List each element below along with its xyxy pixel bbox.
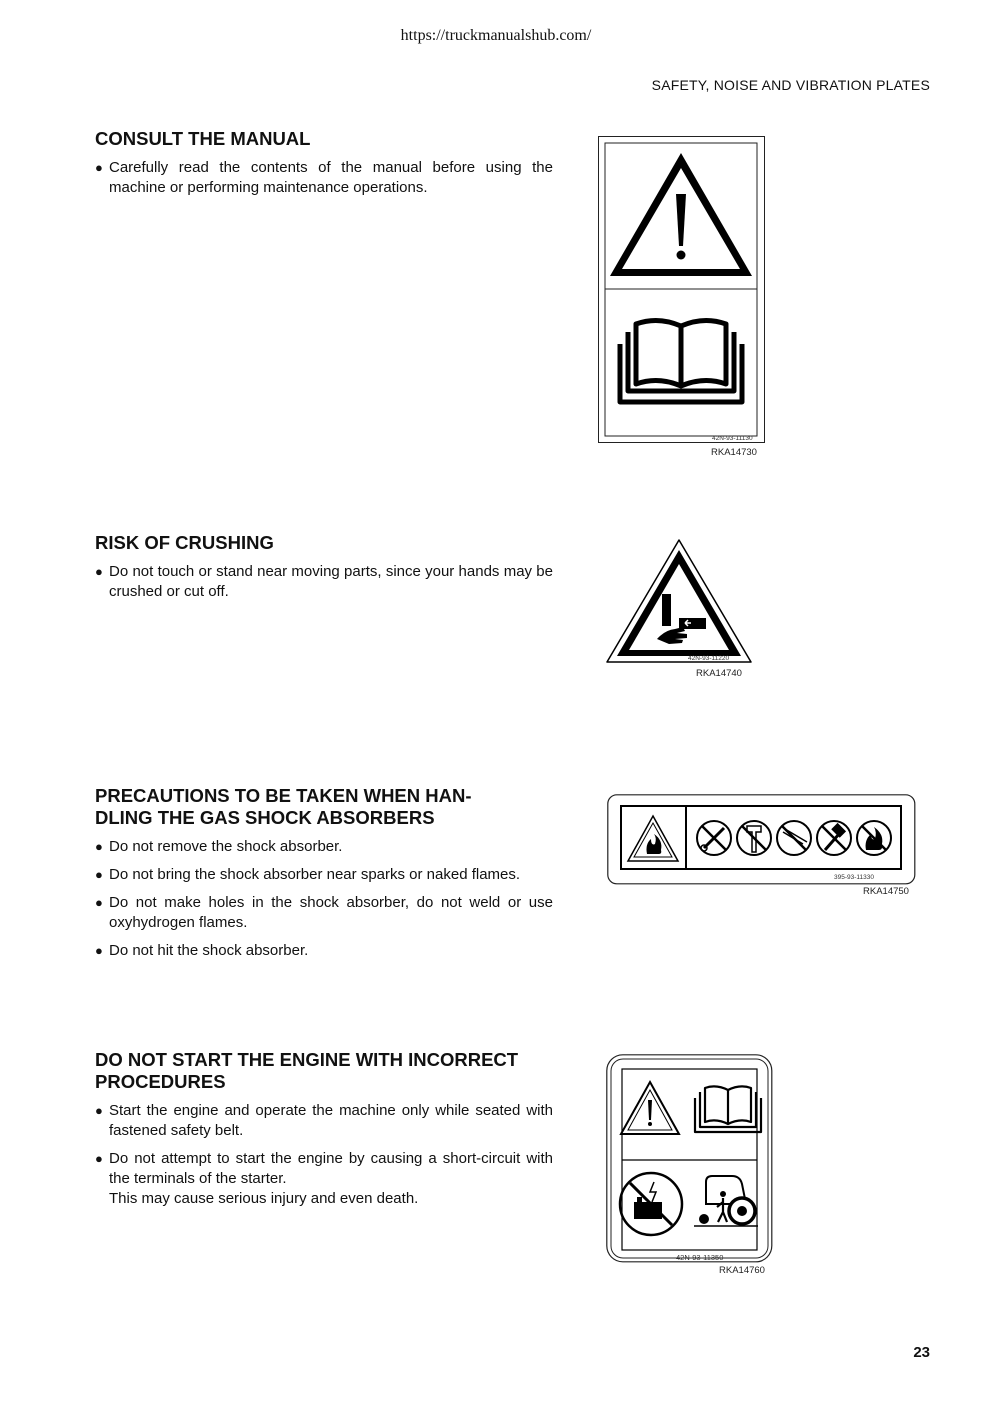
section-engine-start (95, 1049, 553, 1217)
section-title: PRECAUTIONS TO BE TAKEN WHEN HAN- DLING THE GAS SHOCK ABSORBERS (95, 785, 472, 828)
plate-code: 42N-93-11220 (688, 655, 730, 662)
section-risk-crushing (95, 532, 553, 610)
bullet-item: ● Do not attempt to start the engine by causing a short-circuit with the terminals of the starter. This may cause serious injury and even death. (95, 1150, 553, 1207)
figure-ref: RKA14740 (696, 668, 742, 679)
bullet-item: ● Start the engine and operate the machine only while seated with fastened safety belt. (95, 1102, 553, 1139)
figure-consult-manual (598, 136, 766, 458)
section-title: CONSULT THE MANUAL (95, 128, 311, 149)
section-title: DO NOT START THE ENGINE WITH INCORRECT PROCEDURES (95, 1049, 519, 1092)
bullet-item: ● Do not remove the shock absorber. (95, 838, 343, 855)
bullet-item: ● Do not bring the shock absorber near sparks or naked flames. (95, 866, 521, 883)
plate-code: 42N-93-11350 (676, 1253, 724, 1262)
crush-hazard-icon (607, 540, 751, 662)
figure-ref: RKA14730 (711, 447, 757, 458)
plate-code: 395-93-11330 (834, 874, 874, 881)
manual-book-icon (620, 320, 742, 402)
plate-code: 42N-93-11130 (712, 435, 753, 442)
bullet-item: ● Do not hit the shock absorber. (95, 942, 309, 959)
figure-ref: RKA14760 (719, 1265, 765, 1276)
source-url: https://truckmanualshub.com/ (400, 27, 592, 44)
section-gas-shock-absorbers (95, 785, 553, 969)
figure-risk-crushing (605, 538, 753, 679)
bullet-item: ● Carefully read the contents of the manual before using the machine or performing maintenance operations. (95, 159, 553, 196)
section-title: RISK OF CRUSHING (95, 532, 274, 553)
section-consult-manual (95, 128, 553, 206)
figure-gas-shock-absorbers (607, 794, 917, 897)
figure-ref: RKA14750 (863, 886, 909, 897)
bullet-item: ● Do not make holes in the shock absorber, do not weld or use oxyhydrogen flames. (95, 894, 553, 931)
bullet-item: ● Do not touch or stand near moving parts, since your hands may be crushed or cut off. (95, 563, 553, 600)
page-header: SAFETY, NOISE AND VIBRATION PLATES (651, 77, 930, 93)
figure-engine-start (606, 1054, 774, 1276)
page-number: 23 (913, 1344, 930, 1361)
